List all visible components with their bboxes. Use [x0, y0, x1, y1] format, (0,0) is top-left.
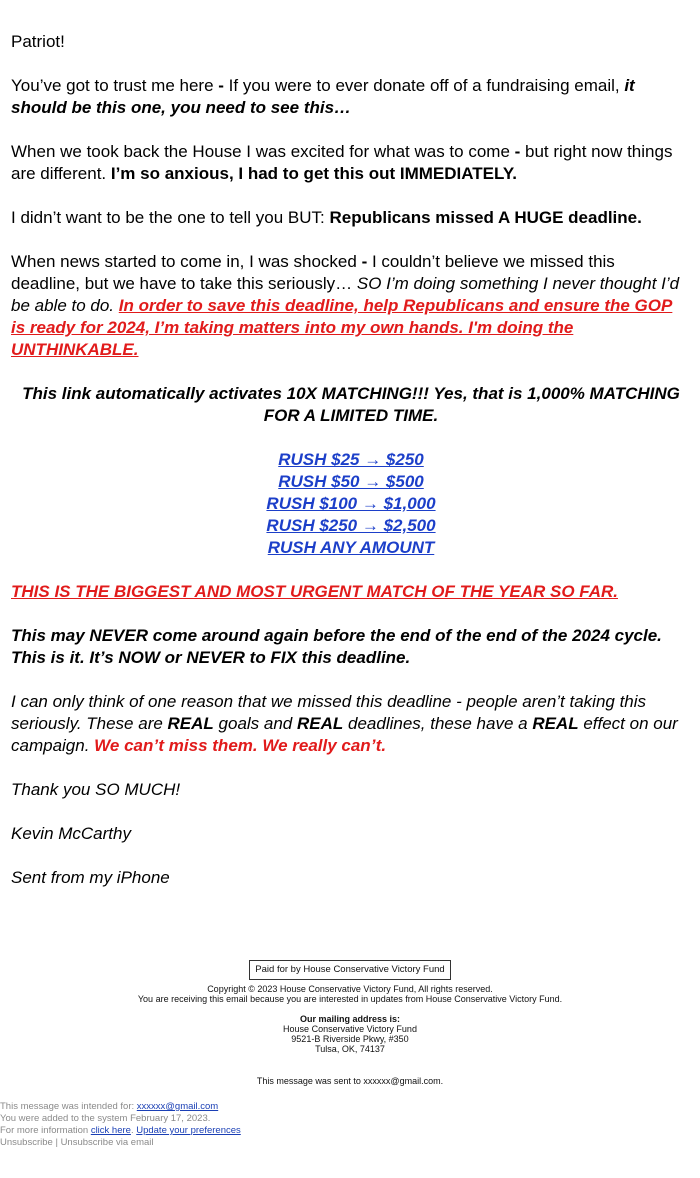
- paragraph-trust: You’ve got to trust me here - If you were to ever donate off of a fundraising email, it should be this one, you need to see this…: [11, 76, 635, 117]
- rush-250-link[interactable]: RUSH $250 → $2,500: [266, 516, 436, 535]
- intended-email-link[interactable]: xxxxxx@gmail.com: [136, 1101, 219, 1112]
- mailing-address-city: Tulsa, OK, 74137: [315, 1044, 385, 1054]
- thanks-line: Thank you SO MUCH!: [11, 780, 181, 799]
- rush-any-amount-link[interactable]: RUSH ANY AMOUNT: [267, 538, 435, 557]
- mailing-address-heading: Our mailing address is:: [299, 1014, 401, 1024]
- update-preferences-link[interactable]: Update your preferences: [136, 1125, 241, 1136]
- system-footer: [0, 1101, 241, 1149]
- mailing-address-org: House Conservative Victory Fund: [283, 1024, 417, 1034]
- copyright-line: Copyright © 2023 House Conservative Victory Fund, All rights reserved.: [207, 984, 493, 994]
- never-again-paragraph: This may NEVER come around again before the end of the end of the 2024 cycle. This is it. It’s NOW or NEVER to FIX this deadline.: [11, 626, 662, 667]
- added-date-line: You were added to the system February 17, 2023.: [0, 1113, 211, 1124]
- paragraph-deadline: I didn’t want to be the one to tell you BUT: Republicans missed A HUGE deadline.: [11, 208, 642, 227]
- rush-links: [11, 449, 691, 559]
- email-footer: [0, 960, 700, 1086]
- sent-from-line: Sent from my iPhone: [11, 868, 170, 887]
- matching-notice: This link automatically activates 10X MATCHING!!! Yes, that is 1,000% MATCHING FOR A LIMITED TIME.: [22, 384, 680, 425]
- unsubscribe-email-link[interactable]: Unsubscribe via email: [60, 1137, 154, 1148]
- paragraph-news: When news started to come in, I was shocked - I couldn’t believe we missed this deadline, but we have to take this seriously… SO I’m doing something I never thought I’d be able to do. In order to save this deadline, help Republicans and ensure the GOP is ready for 2024, I’m taking matters into my own hands. I'm doing the UNTHINKABLE.: [11, 252, 680, 359]
- rush-50-link[interactable]: RUSH $50 → $500: [278, 472, 424, 491]
- signature: Kevin McCarthy: [11, 824, 131, 843]
- greeting: Patriot!: [11, 32, 65, 51]
- rush-25-link[interactable]: RUSH $25 → $250: [278, 450, 424, 469]
- paragraph-house: When we took back the House I was excited for what was to come - but right now things are different. I’m so anxious, I had to get this out IMMEDIATELY.: [11, 142, 673, 183]
- unsubscribe-link[interactable]: Unsubscribe: [0, 1137, 53, 1148]
- rush-100-link[interactable]: RUSH $100 → $1,000: [266, 494, 436, 513]
- sent-to-line: This message was sent to xxxxxx@gmail.com.: [256, 1076, 444, 1086]
- unsubscribe-line: Unsubscribe | Unsubscribe via email: [0, 1137, 154, 1148]
- biggest-match-link[interactable]: THIS IS THE BIGGEST AND MOST URGENT MATCH OF THE YEAR SO FAR.: [11, 582, 618, 601]
- mailing-address-street: 9521-B Riverside Pkwy, #350: [291, 1034, 409, 1044]
- receiving-reason: You are receiving this email because you are interested in updates from House Conservative Victory Fund.: [137, 994, 563, 1004]
- paragraph-reason: I can only think of one reason that we missed this deadline - people aren’t taking this seriously. These are REAL goals and REAL deadlines, these have a REAL effect on our campaign. We can’t miss them. We really can’t.: [11, 692, 678, 755]
- intended-for-line: This message was intended for: xxxxxx@gmail.com: [0, 1101, 219, 1112]
- paid-for-disclaimer: Paid for by House Conservative Victory Fund: [249, 960, 450, 980]
- more-info-line: For more information click here. Update your preferences: [0, 1125, 241, 1136]
- click-here-link[interactable]: click here: [90, 1125, 131, 1136]
- unthinkable-link[interactable]: In order to save this deadline, help Republicans and ensure the GOP is ready for 2024, I’m taking matters into my own hands. I'm doing the UNTHINKABLE.: [11, 296, 673, 359]
